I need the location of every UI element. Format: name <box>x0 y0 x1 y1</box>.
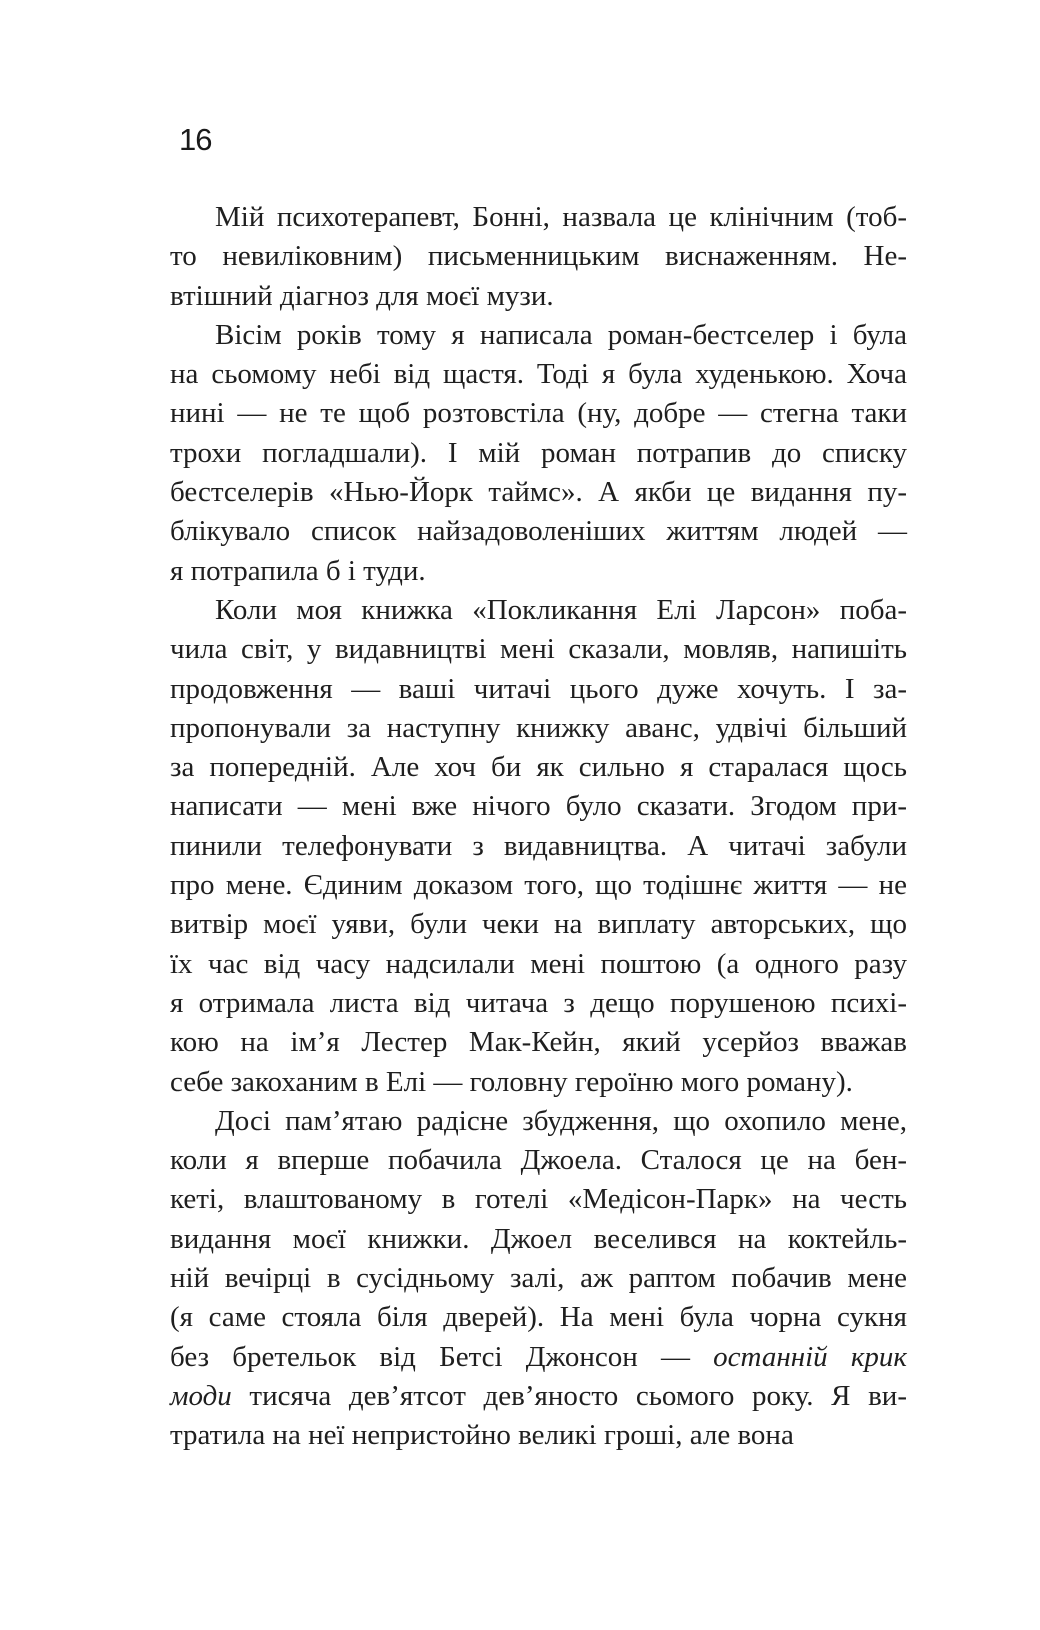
text-segment: Мій психотерапевт, Бонні, назвала це клінічним (тоб- <box>215 201 907 233</box>
text-line <box>170 1141 907 1180</box>
text-line <box>170 984 907 1023</box>
text-line <box>170 1338 907 1377</box>
text-line <box>170 1180 907 1219</box>
text-segment: Вісім років тому я написала роман-бестселер і була <box>215 318 907 351</box>
text-segment: продовження — ваші читачі цього дуже хочуть. І за- <box>170 672 907 705</box>
text-segment: себе закоханим в Елі — головну героїню мого роману). <box>170 1065 853 1098</box>
paragraph <box>170 198 907 316</box>
text-segment: витвір моєї уяви, були чеки на виплату авторських, що <box>170 908 907 941</box>
text-segment: видання моєї книжки. Джоел веселився на коктейль- <box>170 1222 907 1255</box>
text-segment: (я саме стояла біля дверей). На мені була чорна сукня <box>170 1301 907 1334</box>
text-segment: бестселерів «Нью-Йорк таймс». А якби це видання пу- <box>170 476 907 509</box>
text-line <box>170 1023 907 1062</box>
text-segment: ній вечірці в сусідньому залі, аж раптом побачив мене <box>170 1262 907 1295</box>
italic-text-segment: моди <box>170 1379 232 1412</box>
text-segment: чила світ, у видавництві мені сказали, мовляв, напишіть <box>170 633 907 666</box>
text-segment: тисяча дев’ятсот дев’яносто сьомого року. Я ви- <box>231 1379 907 1412</box>
text-line <box>170 787 907 826</box>
text-line <box>170 630 907 669</box>
text-line <box>170 473 907 512</box>
text-segment: втішний діагноз для моєї музи. <box>170 279 554 312</box>
text-line <box>170 394 907 433</box>
italic-text-segment: останній крик <box>713 1340 907 1373</box>
text-line <box>170 1416 907 1455</box>
text-segment: без бретельок від Бетсі Джонсон — <box>170 1340 714 1373</box>
text-line <box>170 434 907 473</box>
text-line <box>170 552 907 591</box>
text-segment: Досі пам’ятаю радісне збудження, що охопило мене, <box>215 1104 907 1137</box>
text-segment: трохи погладшали). І мій роман потрапив до списку <box>170 436 907 469</box>
text-line <box>170 1259 907 1298</box>
text-segment: пинили телефонувати з видавництва. А читачі забули <box>170 829 907 862</box>
text-segment: кою на ім’я Лестер Мак-Кейн, який усерйоз вважав <box>170 1026 907 1059</box>
text-line <box>170 866 907 905</box>
text-line <box>170 709 907 748</box>
text-line <box>170 827 907 866</box>
text-line <box>170 748 907 787</box>
text-line <box>170 1298 907 1337</box>
page-text <box>170 198 907 1456</box>
text-segment: тратила на неї непристойно великі гроші, але вона <box>170 1419 794 1452</box>
text-line <box>170 945 907 984</box>
page-number: 16 <box>179 122 212 157</box>
paragraph <box>170 316 907 591</box>
text-segment: на сьомому небі від щастя. Тоді я була худенькою. Хоча <box>170 358 907 391</box>
text-line <box>170 355 907 394</box>
text-line <box>170 316 907 355</box>
text-line <box>170 512 907 551</box>
text-line <box>170 591 907 630</box>
paragraph <box>170 1102 907 1456</box>
text-line <box>170 277 907 316</box>
text-line <box>170 670 907 709</box>
text-line <box>170 1220 907 1259</box>
text-segment: за попередній. Але хоч би як сильно я старалася щось <box>170 751 907 784</box>
text-line <box>170 237 907 276</box>
text-line <box>170 1102 907 1141</box>
text-segment: Коли моя книжка «Покликання Елі Ларсон» поба- <box>215 593 907 626</box>
text-segment: пропонували за наступну книжку аванс, удвічі більший <box>170 711 907 744</box>
text-segment: блікувало список найзадоволеніших життям людей — <box>170 515 907 548</box>
text-segment: про мене. Єдиним доказом того, що тодішнє життя — не <box>170 869 907 902</box>
text-segment: коли я вперше побачила Джоела. Сталося це на бен- <box>170 1144 907 1177</box>
text-segment: нині — не те щоб розтовстіла (ну, добре — стегна таки <box>170 397 907 430</box>
text-line <box>170 1377 907 1416</box>
text-segment: написати — мені вже нічого було сказати. Згодом при- <box>170 790 907 823</box>
text-segment: кеті, влаштованому в готелі «Медісон-Парк» на честь <box>170 1183 907 1216</box>
paragraph <box>170 591 907 1102</box>
text-segment: я потрапила б і туди. <box>170 554 426 587</box>
text-segment: їх час від часу надсилали мені поштою (а одного разу <box>170 947 907 980</box>
text-line <box>170 198 907 237</box>
text-line <box>170 905 907 944</box>
text-line <box>170 1063 907 1102</box>
text-segment: я отримала листа від читача з дещо порушеною психі- <box>170 986 907 1019</box>
text-segment: то невиліковним) письменницьким виснаженням. Не- <box>170 240 907 273</box>
